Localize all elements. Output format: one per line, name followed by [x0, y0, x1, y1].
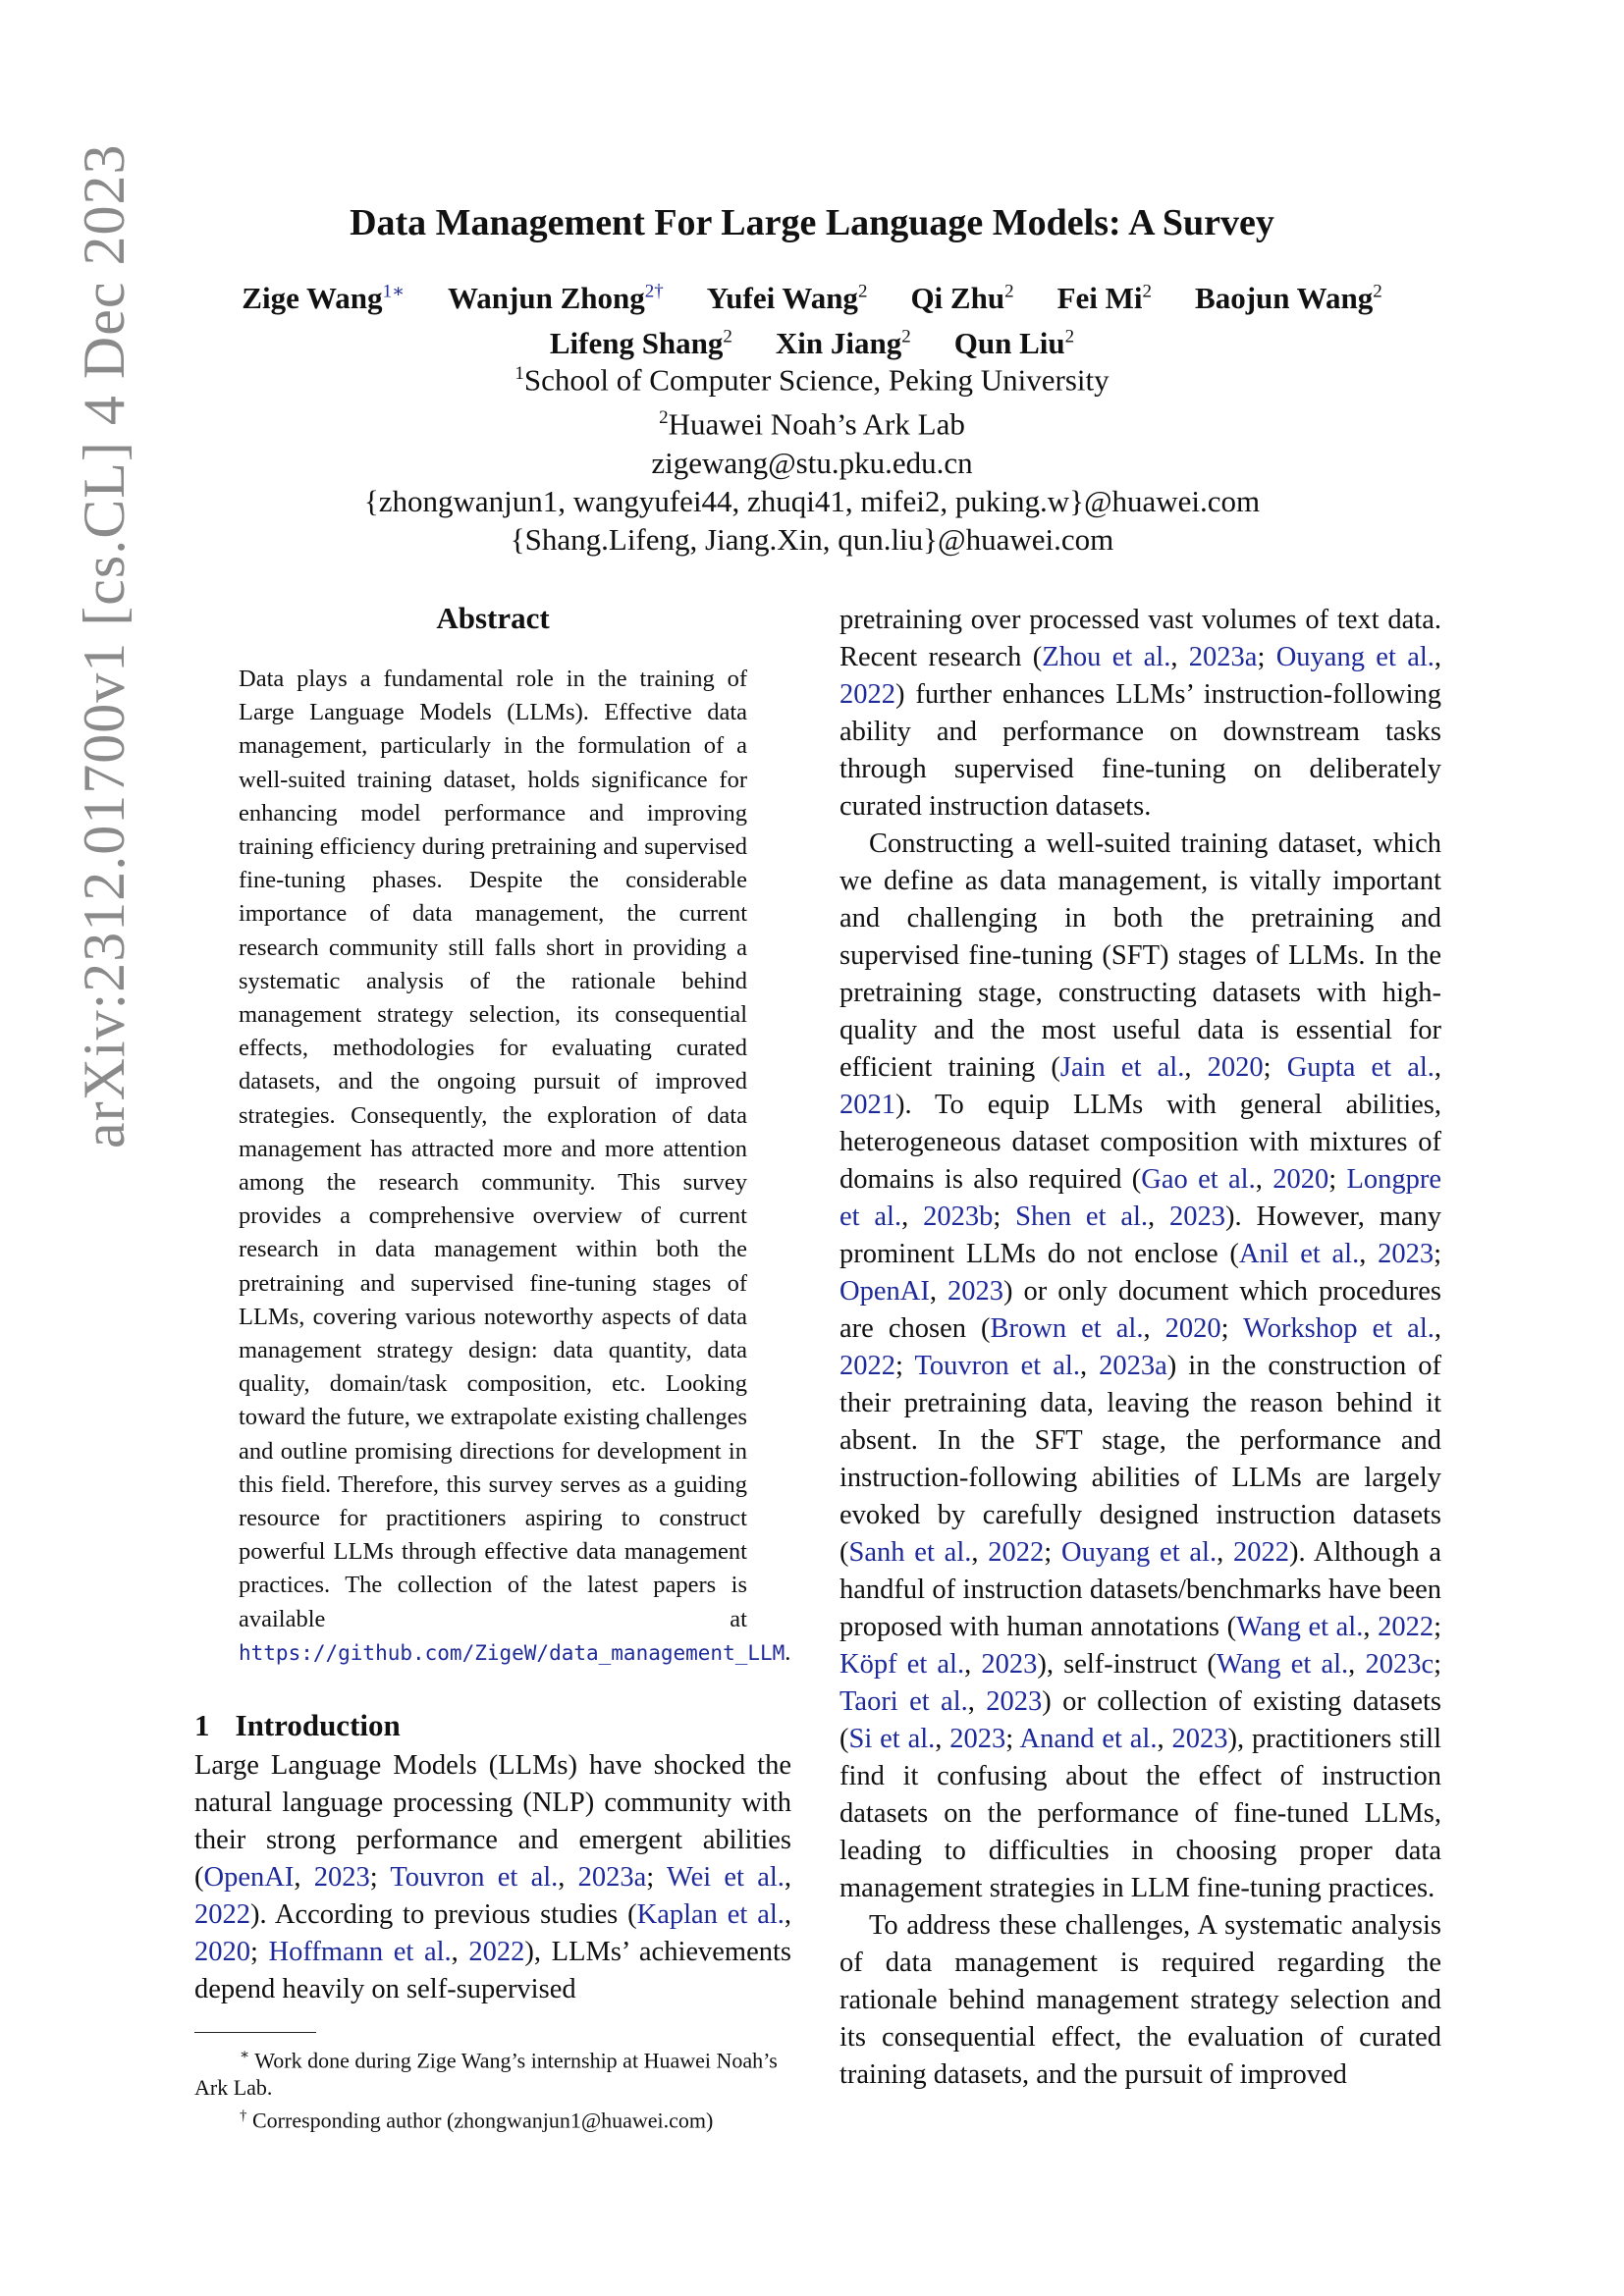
- section-number: 1: [194, 1708, 210, 1742]
- affiliation-text: {Shang.Lifeng, Jiang.Xin, qun.liu}@huawei.com: [510, 521, 1114, 557]
- authors-line-1: [0, 273, 1624, 317]
- affiliation-line: [0, 399, 1624, 443]
- citation-link[interactable]: 2023: [1378, 1239, 1435, 1269]
- citation-link[interactable]: OpenAI: [839, 1276, 930, 1307]
- affiliation-mark: 2: [659, 407, 669, 429]
- affiliation-text: {zhongwanjun1, wangyufei44, zhuqi41, mifei2, puking.w}@huawei.com: [363, 483, 1261, 518]
- author-name: Lifeng Shang$^2$: [549, 325, 732, 360]
- citation-link[interactable]: 2023a: [1099, 1351, 1167, 1381]
- citation-link[interactable]: 2022: [468, 1937, 525, 1967]
- section-title: Introduction: [235, 1708, 401, 1742]
- footnote-rule: [194, 2032, 316, 2033]
- author-name: Zige Wang$^{1∗}$: [242, 281, 405, 316]
- footnote: [194, 2042, 791, 2102]
- footnote-mark: †: [240, 2108, 247, 2124]
- author-affil-mark: 2: [1004, 282, 1014, 302]
- citation-link[interactable]: 2020: [1207, 1052, 1264, 1083]
- citation-link[interactable]: Anil et al.: [1238, 1239, 1360, 1269]
- author-affil-mark: 1∗: [382, 282, 405, 302]
- author-affil-mark: 2: [1142, 282, 1153, 302]
- citation-link[interactable]: 2023: [986, 1686, 1043, 1717]
- intro-paragraph: Large Language Models (LLMs) have shocked the natural language processing (NLP) community with their strong performance and emergent abilities (OpenAI, 2023; Touvron et al., 2023a; Wei et al., 2022). According to previous studies (Kaplan et al., 2020; Hoffmann et al., 2022), LLMs’ achievements depend heavily on self-supervised: [194, 1750, 792, 2004]
- author-affil-mark: 2: [1064, 326, 1075, 347]
- citation-link[interactable]: Brown et al.: [990, 1313, 1144, 1344]
- citation-link[interactable]: Kaplan et al.: [636, 1899, 785, 1930]
- citation-link[interactable]: 2022: [988, 1537, 1045, 1568]
- citation-link[interactable]: Hoffmann et al.: [268, 1937, 452, 1967]
- abstract-body: [239, 663, 791, 1670]
- citation-link[interactable]: Taori et al.: [839, 1686, 968, 1717]
- citation-link[interactable]: Ouyang et al.: [1275, 642, 1435, 672]
- section-heading: [194, 1708, 401, 1743]
- citation-link[interactable]: Shen et al.: [1015, 1201, 1149, 1232]
- citation-link[interactable]: 2023: [1171, 1724, 1228, 1754]
- affiliations: [0, 354, 1624, 559]
- citation-link[interactable]: Wei et al.: [666, 1862, 785, 1893]
- citation-link[interactable]: 2023c: [1365, 1649, 1435, 1680]
- citation-link[interactable]: 2023a: [1188, 642, 1258, 672]
- citation-link[interactable]: 2020: [1164, 1313, 1221, 1344]
- arxiv-stamp: arXiv:2312.01700v1 [cs.CL] 4 Dec 2023: [72, 143, 136, 1148]
- affiliation-text: Huawei Noah’s Ark Lab: [668, 406, 965, 442]
- abstract-end: .: [785, 1638, 791, 1666]
- body-paragraph: Constructing a well-suited training dataset, which we define as data management, is vitally important and challenging in both the pretraining and supervised fine-tuning (SFT) stages of LLMs. In the pretraining stage, constructing datasets with high-quality and the most useful data is essential for efficient training (Jain et al., 2020; Gupta et al., 2021). To equip LLMs with general abilities, heterogeneous dataset composition with mixtures of domains is also required (Gao et al., 2020; Longpre et al., 2023b; Shen et al., 2023). However, many prominent LLMs do not enclose (Anil et al., 2023; OpenAI, 2023) or only document which procedures are chosen (Brown et al., 2020; Workshop et al., 2022; Touvron et al., 2023a) in the construction of their pretraining data, leaving the reason behind it absent. In the SFT stage, the performance and instruction-following abilities of LLMs are largely evoked by carefully designed instruction datasets (Sanh et al., 2022; Ouyang et al., 2022). Although a handful of instruction datasets/benchmarks have been proposed with human annotations (Wang et al., 2022; Köpf et al., 2023), self-instruct (Wang et al., 2023c; Taori et al., 2023) or collection of existing datasets (Si et al., 2023; Anand et al., 2023), practitioners still find it confusing about the effect of instruction datasets on the performance of fine-tuned LLMs, leading to difficulties in choosing proper data management strategies in LLM fine-tuning practices.: [839, 828, 1442, 1903]
- citation-link[interactable]: Workshop et al.: [1243, 1313, 1435, 1344]
- citation-link[interactable]: OpenAI: [203, 1862, 295, 1893]
- citation-link[interactable]: Köpf et al.: [839, 1649, 965, 1680]
- footnote-text: Work done during Zige Wang’s internship at Huawei Noah’s Ark Lab.: [194, 2048, 778, 2101]
- affiliation-text: School of Computer Science, Peking University: [523, 362, 1110, 398]
- author-affil-mark: 2: [901, 326, 911, 347]
- affiliation-line: [0, 482, 1624, 520]
- footnote-indent: [194, 2109, 247, 2133]
- author-name: Xin Jiang$^2$: [775, 325, 911, 360]
- citation-link[interactable]: Wang et al.: [1216, 1649, 1349, 1680]
- abstract-heading: Abstract: [436, 601, 550, 635]
- paper-title: Data Management For Large Language Models: A Survey: [350, 202, 1274, 243]
- citation-link[interactable]: Sanh et al.: [848, 1537, 972, 1568]
- author-name: Baojun Wang$^2$: [1195, 281, 1382, 316]
- affiliation-line: [0, 520, 1624, 559]
- author-name: Qun Liu$^2$: [953, 325, 1075, 360]
- citation-link[interactable]: Touvron et al.: [390, 1862, 559, 1893]
- author-name: Wanjun Zhong$^{2\dagger}$: [447, 281, 664, 316]
- citation-link[interactable]: Gupta et al.: [1286, 1052, 1435, 1083]
- citation-link[interactable]: 2023: [947, 1276, 1003, 1307]
- author-block: [0, 273, 1624, 362]
- author-affil-mark: 2: [723, 326, 732, 347]
- citation-link[interactable]: Si et al.: [848, 1724, 936, 1754]
- citation-link[interactable]: 2022: [839, 679, 895, 710]
- citation-link[interactable]: 2022: [1378, 1612, 1435, 1642]
- citation-link[interactable]: Gao et al.: [1141, 1164, 1256, 1195]
- author-affil-mark: 2: [1373, 282, 1382, 302]
- citation-link[interactable]: 2023: [981, 1649, 1038, 1680]
- body-paragraph: To address these challenges, A systematic analysis of data management is required regarding the rationale behind management strategy selection and its consequential effect, the evaluation of curated training datasets, and the pursuit of improved: [839, 1910, 1441, 2090]
- citation-link[interactable]: Touvron et al.: [914, 1351, 1080, 1381]
- citation-link[interactable]: Ouyang et al.: [1061, 1537, 1218, 1568]
- abstract-url-link[interactable]: https://github.com/ZigeW/data_management_LLM: [239, 1640, 785, 1665]
- affiliation-line: [0, 444, 1624, 482]
- author-name: Qi Zhu$^2$: [910, 281, 1014, 316]
- author-name: Yufei Wang$^2$: [706, 281, 868, 316]
- citation-link[interactable]: Zhou et al.: [1042, 642, 1171, 672]
- author-affil-mark: 2†: [644, 282, 664, 302]
- citation-link[interactable]: 2023: [1169, 1201, 1225, 1232]
- citation-link[interactable]: Jain et al.: [1059, 1052, 1185, 1083]
- citation-link[interactable]: 2020: [1272, 1164, 1329, 1195]
- citation-link[interactable]: 2022: [839, 1351, 895, 1381]
- affiliation-text: zigewang@stu.pku.edu.cn: [651, 445, 973, 480]
- footnotes: [194, 2042, 791, 2135]
- citation-link[interactable]: 2023b: [923, 1201, 994, 1232]
- citation-link[interactable]: 2022: [1233, 1537, 1290, 1568]
- footnote: [194, 2102, 791, 2134]
- footnote-indent: [194, 2048, 249, 2072]
- citation-link[interactable]: Anand et al.: [1019, 1724, 1158, 1754]
- affiliation-line: [0, 354, 1624, 399]
- citation-link[interactable]: 2023a: [577, 1862, 647, 1893]
- author-affil-mark: 2: [857, 282, 868, 302]
- author-name: Fei Mi$^2$: [1056, 281, 1153, 316]
- citation-link[interactable]: Wang et al.: [1236, 1612, 1364, 1642]
- citation-link[interactable]: 2023: [949, 1724, 1006, 1754]
- footnote-mark: ∗: [240, 2048, 250, 2063]
- footnote-text: Corresponding author (zhongwanjun1@huawei.com): [246, 2108, 714, 2133]
- citation-link[interactable]: 2021: [839, 1090, 895, 1120]
- citation-link[interactable]: 2020: [194, 1937, 250, 1967]
- citation-link[interactable]: 2023: [313, 1862, 370, 1893]
- abstract-text: Data plays a fundamental role in the training of Large Language Models (LLMs). Effective data management, particularly in the formulation of a well-suited training dataset, holds significance for enhancing model performance and improving training efficiency during pretraining and supervised fine-tuning phases. Despite the considerable importance of data management, the current research community still falls short in providing a systematic analysis of the rationale behind management strategy selection, its consequential effects, methodologies for evaluating curated datasets, and the ongoing pursuit of improved strategies. Consequently, the exploration of data management has attracted more and more attention among the research community. This survey provides a comprehensive overview of current research in data management within both the pretraining and supervised fine-tuning stages of LLMs, covering various noteworthy aspects of data management strategy design: data quantity, data quality, domain/task composition, etc. Looking toward the future, we extrapolate existing challenges and outline promising directions for development in this field. Therefore, this survey serves as a guiding resource for practitioners aspiring to construct powerful LLMs through effective data management practices. The collection of the latest papers is available at: [239, 666, 747, 1632]
- left-column-text: [194, 1747, 791, 2008]
- right-column-text: [839, 602, 1441, 2094]
- body-paragraph: pretraining over processed vast volumes of text data. Recent research (Zhou et al., 2023a; Ouyang et al., 2022) further enhances LLMs’ instruction-following ability and performance on downstream tasks through supervised fine-tuning on deliberately curated instruction datasets.: [839, 605, 1442, 822]
- citation-link[interactable]: 2022: [194, 1899, 250, 1930]
- affiliation-mark: 1: [514, 363, 524, 384]
- citation-link[interactable]: Longpre et al.: [839, 1164, 1442, 1232]
